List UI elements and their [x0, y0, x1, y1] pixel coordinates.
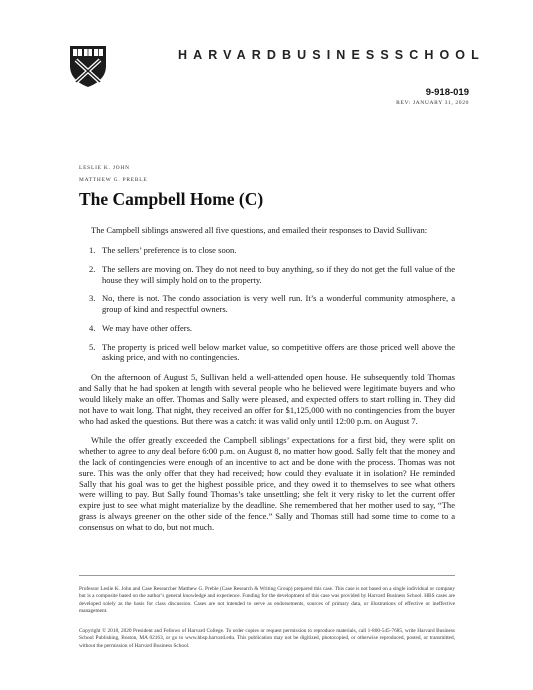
list-number: 5. — [89, 341, 96, 352]
case-body — [79, 225, 455, 533]
wordmark-business: BUSINESS — [282, 48, 395, 62]
body-paragraph — [79, 435, 455, 533]
author-name: MATTHEW G. PREBLE — [79, 177, 148, 183]
list-number: 4. — [89, 322, 96, 333]
emphasis-text: any — [147, 445, 160, 456]
list-text: No, there is not. The condo association is very well run. It’s a wonderful community atmosphere, a group of kind and respectful owners. — [102, 293, 455, 315]
paragraph-text: While the offer greatly exceeded the Campbell siblings’ expectations for a first bid, they were split on whether to agree to — [79, 434, 455, 456]
case-title: The Campbell Home (C) — [79, 189, 264, 209]
author-name: LESLIE K. JOHN — [79, 165, 130, 171]
copyright-footnote: Copyright © 2018, 2020 President and Fellows of Harvard College. To order copies or request permission to reproduce materials, call 1-800-545-7685, write Harvard Business School Publishing, Boston, MA 02163, or go to www.hbsp.harvard.edu. This publication may not be digitized, photocopied, or otherwise reproduced, posted, or transmitted, without the permission of Harvard Business School. — [79, 628, 455, 649]
wordmark-school: SCHOOL — [394, 48, 485, 62]
answer-list — [79, 245, 455, 363]
list-item — [79, 264, 455, 286]
paragraph-text: deal before 6:00 p.m. on August 8, no matter how good. Sally felt that the money and the lack of contingencies were enough of an incentive to act and be done with the process. Thomas was not sure. This was the only offer that they had received; how could they evaluate it in isolation? He reminded Sally that his goal was to get the highest possible price, and they owed it to themselves to see what others were willing to pay. But Sally found Thomas’s take unsettling; she felt it very risky to let the current offer expire just to see what might materialize by the deadline. She remembered that her mother used to say, “The grass is always greener on the other side of the fence.” Sally and Thomas still had some time to come to a consensus on what to do, but not much. — [79, 445, 455, 533]
list-text: The property is priced well below market value, so competitive offers are those priced well above the asking price, and with no contingencies. — [102, 341, 455, 363]
list-text: The sellers are moving on. They do not need to buy anything, so if they do not get the full value of the house they will simply hold on to the property. — [102, 263, 455, 285]
list-number: 3. — [89, 293, 96, 304]
harvard-shield-icon — [68, 44, 108, 88]
list-number: 2. — [89, 263, 96, 274]
wordmark-harvard: HARVARD — [178, 48, 283, 62]
list-item — [79, 245, 455, 256]
list-text: We may have other offers. — [102, 322, 193, 333]
list-item — [79, 293, 455, 315]
case-number: 9-918-019 — [425, 87, 469, 98]
body-paragraph: On the afternoon of August 5, Sullivan held a well-attended open house. He subsequently told Thomas and Sally that he had spoken at length with several people who he believed were legitimate buyers and who would likely make an offer. Thomas and Sally were pleased, and expected offers to start rolling in. They did not have to wait long. That night, they received an offer for $1,125,000 with no contingencies from the buyer who had asked the questions. But there was a catch: it was valid only until 12:00 p.m. on August 7. — [79, 372, 455, 426]
intro-paragraph: The Campbell siblings answered all five questions, and emailed their responses to David Sullivan: — [91, 225, 428, 235]
author-list — [79, 162, 147, 186]
list-number: 1. — [89, 244, 96, 255]
revision-date: REV: JANUARY 31, 2020 — [396, 100, 469, 106]
list-item — [79, 342, 455, 364]
footnote-divider — [79, 575, 455, 576]
list-text: The sellers’ preference is to close soon. — [102, 244, 237, 255]
list-item — [79, 323, 455, 334]
disclaimer-footnote: Professor Leslie K. John and Case Researcher Matthew G. Preble (Case Research & Writing Group) prepared this case. This case is not based on a single individual or company but is a composite based on the author’s general knowledge and experience. Funding for the development of this case was provided by Harvard Business School. HBS cases are developed solely as the basis for class discussion. Cases are not intended to serve as endorsements, sources of primary data, or illustrations of effective or ineffective management. — [79, 586, 455, 614]
institution-wordmark — [178, 46, 485, 64]
